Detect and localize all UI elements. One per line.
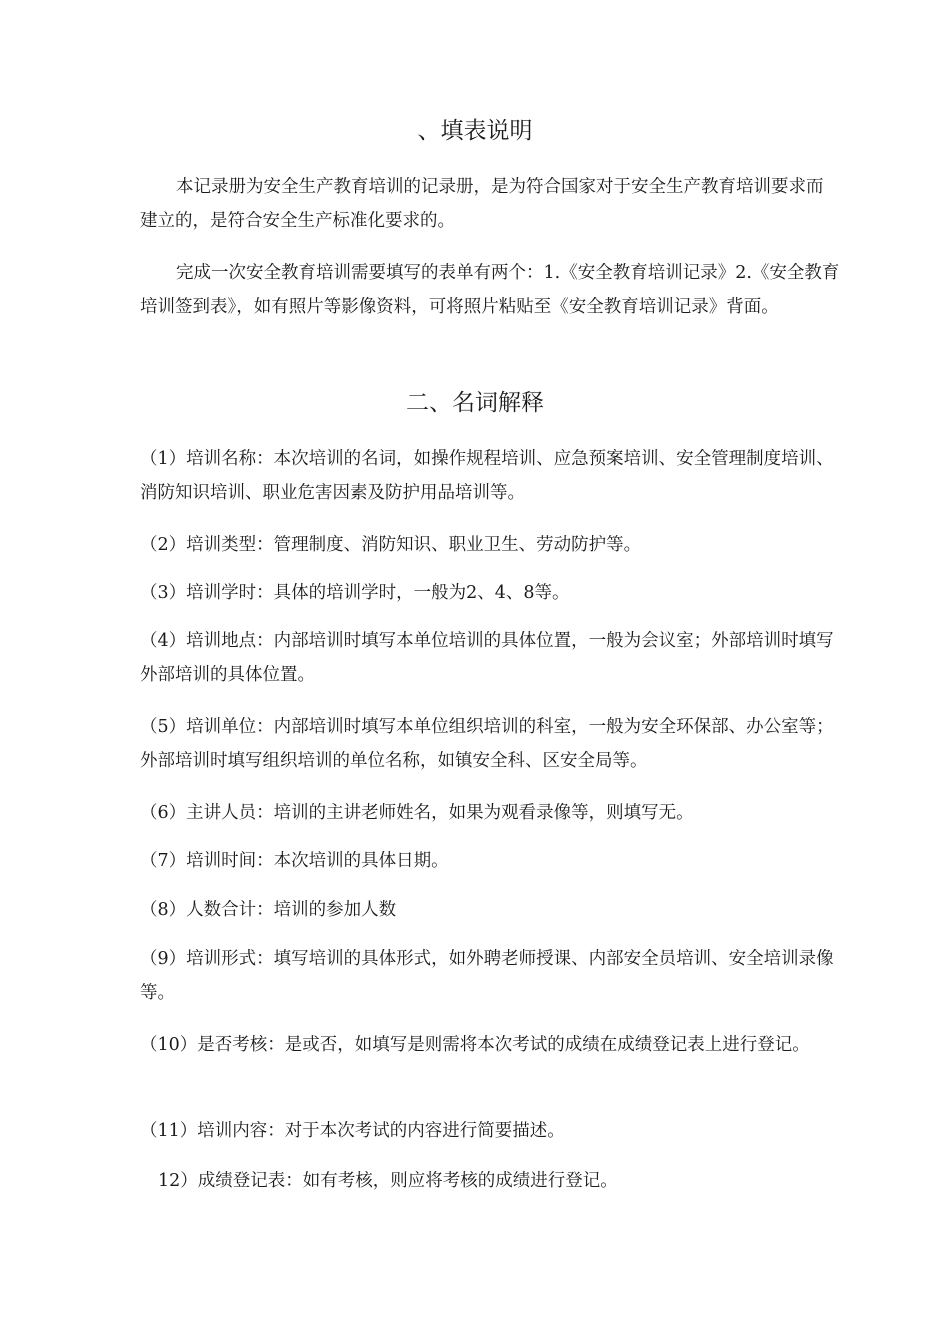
glossary-item-2: （2）培训类型：管理制度、消防知识、职业卫生、劳动防护等。 [140,535,642,555]
instructions-paragraph-1: 本记录册为安全生产教育培训的记录册，是为符合国家对于安全生产教育培训要求而建立的，是符合安全生产标准化要求的。 [140,177,824,231]
glossary-item-1: （1）培训名称：本次培训的名词，如操作规程培训、应急预案培训、安全管理制度培训、消防知识培训、职业危害因素及防护用品培训等。 [140,449,834,503]
glossary-item-3: （3）培训学时：具体的培训学时，一般为2、4、8等。 [140,583,570,603]
glossary-item-9: （9）培训形式：填写培训的具体形式，如外聘老师授课、内部安全员培训、安全培训录像等。 [140,949,834,1003]
glossary-item-8: （8）人数合计：培训的参加人数 [140,900,397,920]
section-title-glossary: 二、名词解释 [406,390,544,416]
glossary-item-5: （5）培训单位：内部培训时填写本单位组织培训的科室，一般为安全环保部、办公室等；外部培训时填写组织培训的单位名称，如镇安全科、区安全局等。 [140,717,834,771]
glossary-item-6: （6）主讲人员：培训的主讲老师姓名，如果为观看录像等，则填写无。 [140,803,694,823]
glossary-item-12: 12）成绩登记表：如有考核，则应将考核的成绩进行登记。 [158,1171,618,1191]
glossary-item-11: （11）培训内容：对于本次考试的内容进行简要描述。 [140,1121,565,1141]
glossary-item-10: （10）是否考核：是或否，如填写是则需将本次考试的成绩在成绩登记表上进行登记。 [140,1035,810,1055]
section-title-instructions: 、填表说明 [417,118,533,144]
instructions-paragraph-2: 完成一次安全教育培训需要填写的表单有两个：1.《安全教育培训记录》2.《安全教育培训签到表》，如有照片等影像资料，可将照片粘贴至《安全教育培训记录》背面。 [140,263,840,317]
glossary-item-7: （7）培训时间：本次培训的具体日期。 [140,851,449,871]
glossary-item-4: （4）培训地点：内部培训时填写本单位培训的具体位置，一般为会议室；外部培训时填写外部培训的具体位置。 [140,631,834,685]
